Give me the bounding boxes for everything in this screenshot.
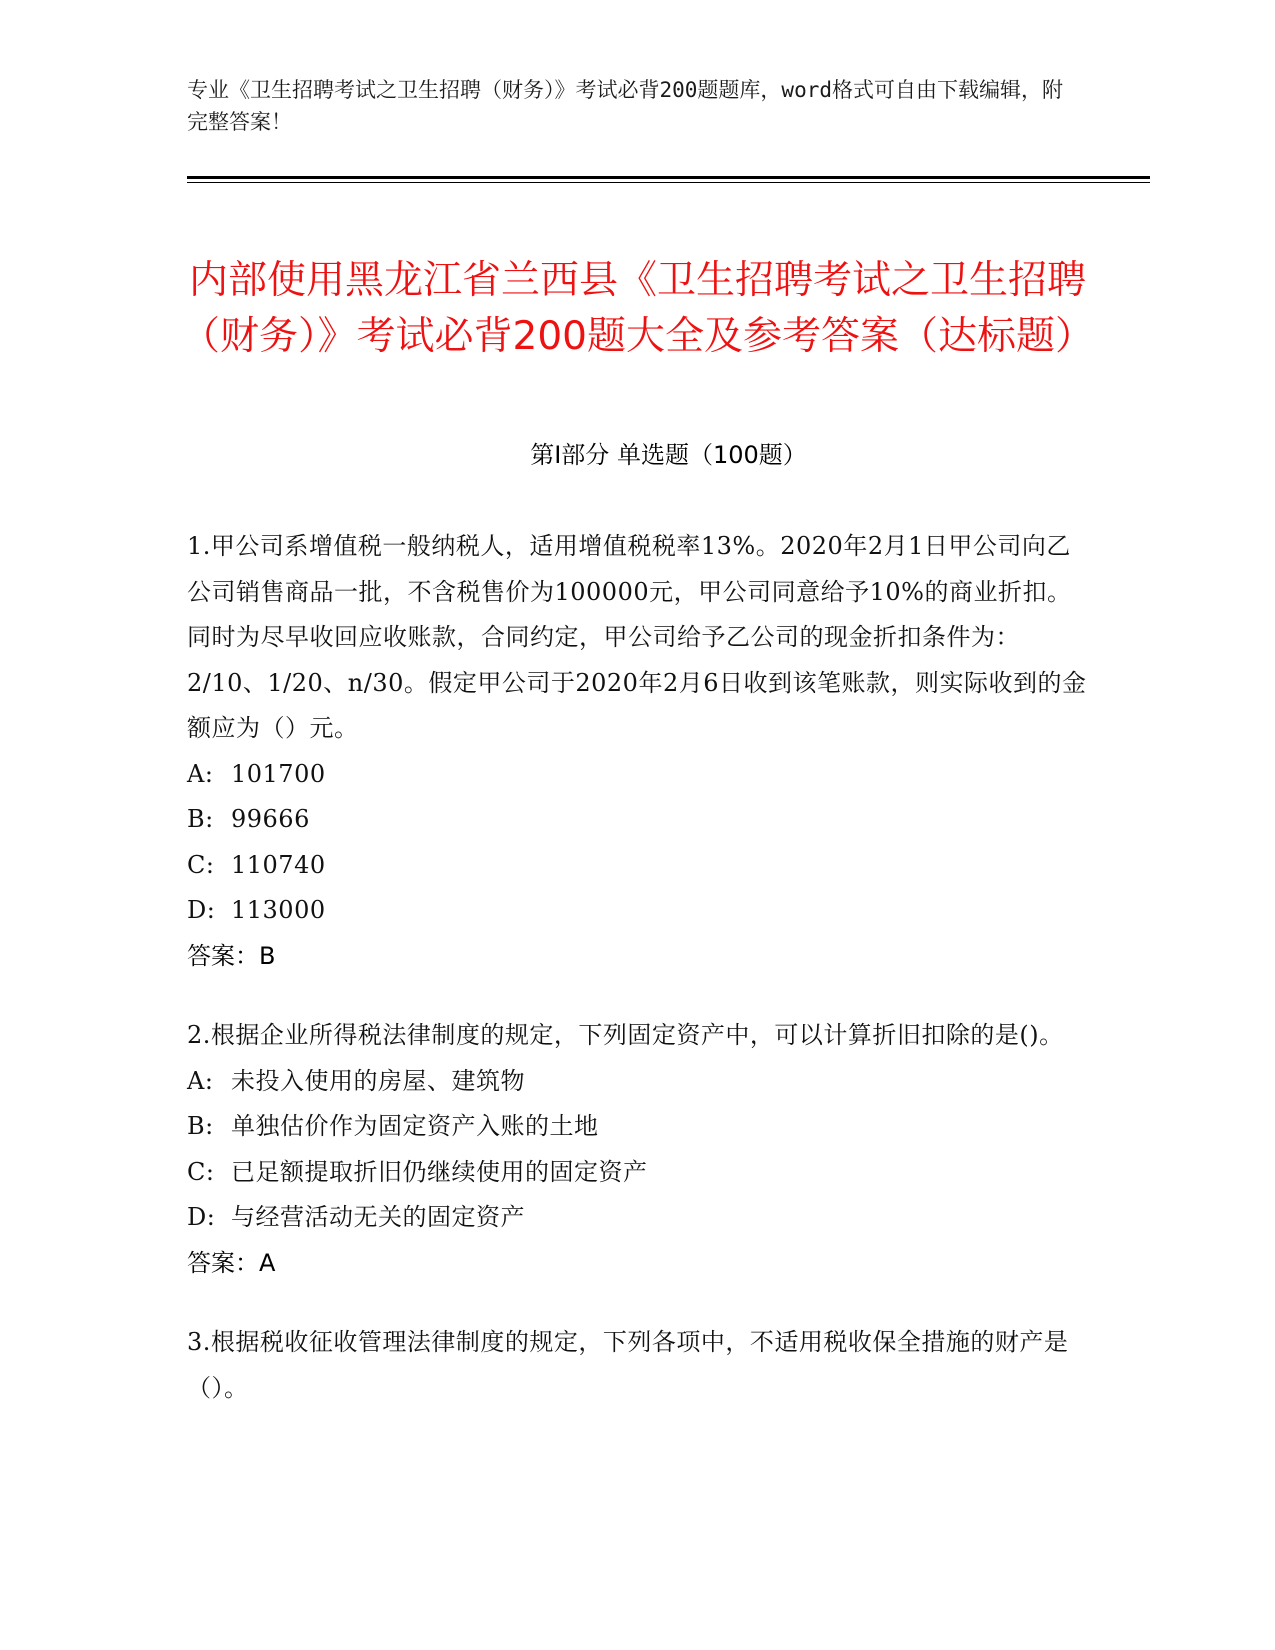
question-stem: 1.甲公司系增值税一般纳税人，适用增值税税率13%。2020年2月1日甲公司向乙公司销售商品一批，不含税售价为100000元，甲公司同意给予10%的商业折扣。同时为尽早收回应收账款，合同约定，甲公司给予乙公司的现金折扣条件为：2/10、1/20、n/30。假定甲公司于2020年2月6日收到该笔账款，则实际收到的金额应为（）元。 <box>187 532 1087 742</box>
option-letter: C: <box>187 850 215 879</box>
option-letter: B: <box>187 1112 214 1140</box>
option-letter: A: <box>187 759 214 788</box>
option-letter: D: <box>187 1203 216 1231</box>
header-rule-thin <box>187 182 1150 183</box>
question-stem: 3.根据税收征收管理法律制度的规定，下列各项中，不适用税收保全措施的财产是（）。 <box>187 1328 1069 1402</box>
answer-line: 答案：A <box>187 1248 276 1277</box>
option-c <box>187 1150 1087 1196</box>
option-a <box>187 1059 1087 1105</box>
question-1 <box>187 524 1087 979</box>
option-text: 单独估价作为固定资产入账的土地 <box>231 1112 599 1140</box>
option-letter: D: <box>187 896 216 924</box>
question-stem: 2.根据企业所得税法律制度的规定，下列固定资产中，可以计算折旧扣除的是()。 <box>187 1021 1064 1049</box>
option-text: 已足额提取折旧仍继续使用的固定资产 <box>231 1157 648 1186</box>
option-letter: B: <box>187 805 214 833</box>
header-rule-thick <box>187 176 1150 179</box>
option-text: 与经营活动无关的固定资产 <box>231 1203 525 1231</box>
option-text: 99666 <box>231 805 310 833</box>
question-list <box>187 524 1087 1445</box>
option-c <box>187 843 1087 889</box>
option-text: 101700 <box>231 759 326 788</box>
option-a <box>187 752 1087 798</box>
option-text: 未投入使用的房屋、建筑物 <box>231 1066 525 1095</box>
option-b <box>187 1104 1087 1150</box>
option-letter: A: <box>187 1066 214 1095</box>
answer-line: 答案：B <box>187 941 276 970</box>
question-3 <box>187 1320 1087 1411</box>
option-d <box>187 1195 1087 1241</box>
section-heading: 第Ⅰ部分 单选题（100题） <box>530 441 807 469</box>
option-d <box>187 888 1087 934</box>
option-text: 110740 <box>231 850 326 879</box>
document-title: 内部使用黑龙江省兰西县《卫生招聘考试之卫生招聘（财务）》考试必背200题大全及参考答案（达标题） <box>181 258 1094 360</box>
header-note: 专业《卫生招聘考试之卫生招聘（财务）》考试必背200题题库，word格式可自由下载编辑，附完整答案！ <box>187 78 1063 134</box>
option-b <box>187 797 1087 843</box>
option-letter: C: <box>187 1157 215 1186</box>
option-text: 113000 <box>231 896 326 924</box>
question-2 <box>187 1013 1087 1286</box>
